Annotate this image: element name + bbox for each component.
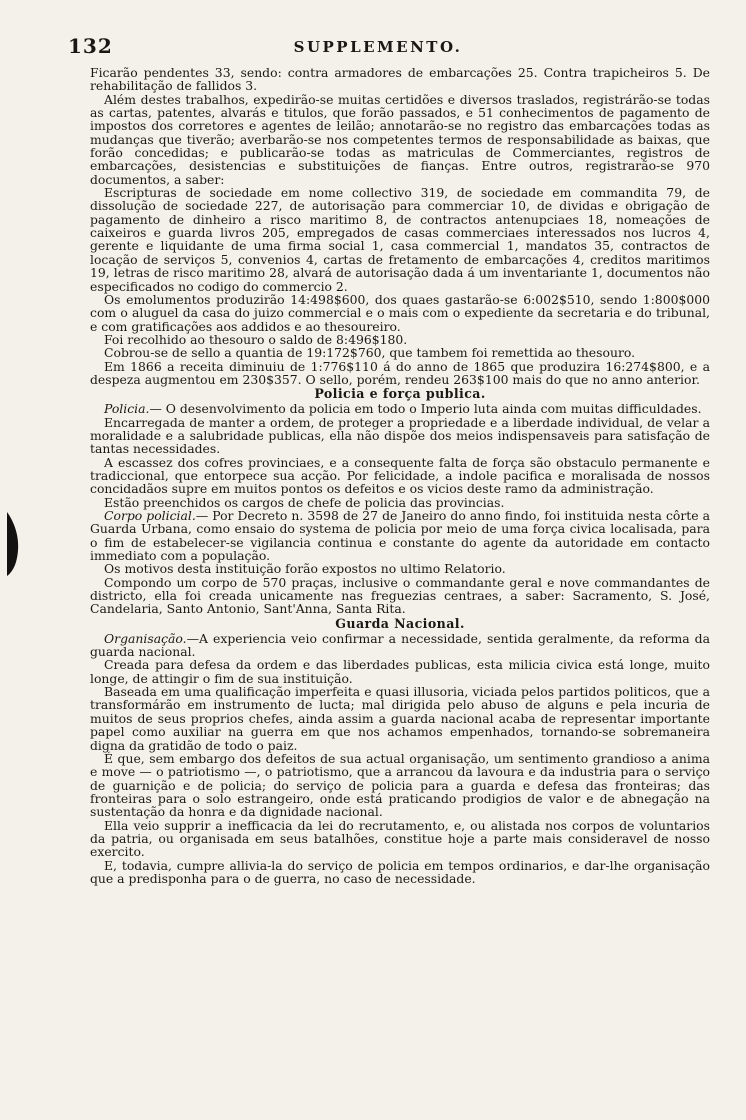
paragraph-text: Foi recolhido ao thesouro o saldo de 8:496$180.: [104, 331, 408, 347]
paragraph: [90, 402, 710, 415]
paragraph: [90, 66, 710, 93]
paragraph-text: Em 1866 a receita diminuiu de 1:776$110 á do anno de 1865 que produzira 16:274$800, e a despeza augmentou em 230$357. O sello, porém, rendeu 263$100 mais do que no anno anterior.: [90, 358, 710, 387]
paragraph: [90, 859, 710, 886]
paragraph: [90, 416, 710, 456]
paragraph-text: — Por Decreto n. 3598 de 27 de Janeiro do anno findo, foi instituida nesta côrte a Guarda Urbana, como ensaio do systema de policia por meio de uma força civica localisada, para o fim de estabelecer-se vigilancia continua e constante do agente da autoridade em contacto immediato com a população.: [90, 508, 710, 564]
paragraph-text: Escripturas de sociedade em nome collectivo 319, de sociedade em commandita 79, de dissolução de sociedade 227, de autorisação para commerciar 10, de dividas e obrigação de pagamento de dinheiro a risco maritimo 8, de contractos antenupciaes 18, nomeações de caixeiros e guarda livros 205, empregados de casas commerciaes interessados nos lucros 4, gerente e liquidante de uma firma social 1, casa commercial 1, mandatos 35, contractos de locação de serviços 5, convenios 4, cartas de fretamento de embarcações 4, creditos maritimos 19, letras de risco maritimo 28, alvará de autorisação dada á um inventariante 1, documentos não especificados no codigo do commercio 2.: [90, 185, 710, 294]
binding-mark: [4, 512, 24, 576]
paragraph-text: Creada para defesa da ordem e das liberdades publicas, esta milicia civica está longe, muito longe, de attingir o fim de sua instituição.: [90, 657, 710, 686]
paragraph-text: A escassez dos cofres provinciaes, e a consequente falta de força são obstaculo permanente e tradiccional, que entorpece sua acção. Por felicidade, a indole pacifica e moralisada de nossos concidadãos supre em muitos pontos os defeitos e os vicios deste ramo da administração.: [90, 454, 710, 497]
paragraph: [90, 496, 710, 509]
paragraph-text: Estão preenchidos os cargos de chefe de policia das provincias.: [104, 494, 505, 510]
paragraph: [90, 293, 710, 333]
paragraph: [90, 819, 710, 859]
paragraph-text: Além destes trabalhos, expedirão-se muitas certidões e diversos traslados, registrárão-se todas as cartas, patentes, alvarás e titulos, que forão passados, e 51 conhecimentos de pagamento de impostos dos corretores e agentes de leilão; annotarão-se no registro das embarcações todas as mudanças que tiverão; averbarão-se nos competentes termos de responsabilidade as baixas, que forão concedidas; e publicarão-se todas as matriculas de Commerciantes, registros de embarcações, desistencias e substituições de fianças. Entre outros, registrarão-se 970 documentos, a saber:: [90, 91, 710, 187]
paragraph-text: Cobrou-se de sello a quantia de 19:172$760, que tambem foi remettida ao thesouro.: [104, 345, 636, 361]
run-in-heading: Policia.: [104, 401, 150, 417]
paragraph-text: Compondo um corpo de 570 praças, inclusive o commandante geral e nove commandantes de districto, ella foi creada unicamente nas freguezias centraes, a saber: Sacramento, S. José, Candelaria, Santo Antonio, Sant'Anna, Santa Rita.: [90, 574, 710, 617]
paragraph: [90, 576, 710, 616]
paragraph: [90, 360, 710, 387]
paragraph: [90, 346, 710, 359]
paragraph-text: Baseada em uma qualificação imperfeita e quasi illusoria, viciada pelos partidos politicos, que a transformárão em instrumento de lucta; mal dirigida pelo abuso de alguns e pela incuria de muitos de seus proprios chefes, ainda assim a guarda nacional acaba de representar importante papel como auxiliar na guerra em que nos achamos empenhados, tornando-se sobremaneira digna da gratidão de todo o paiz.: [90, 684, 710, 753]
document-body: [90, 66, 710, 885]
section-heading: Guarda Nacional.: [335, 615, 465, 631]
page-number: 132: [68, 34, 113, 58]
paragraph-text: Encarregada de manter a ordem, de proteger a propriedade e a liberdade individual, de velar a moralidade e a salubridade publicas, ella não dispõe dos meios indispensaveis para satisfação de tantas necessidades.: [90, 414, 710, 457]
running-title: SUPPLEMENTO.: [293, 38, 463, 56]
paragraph-text: — O desenvolvimento da policia em todo o Imperio luta ainda com muitas difficuldades.: [149, 401, 702, 417]
paragraph: [90, 658, 710, 685]
paragraph-text: Os emolumentos produzirão 14:498$600, dos quaes gastarão-se 6:002$510, sendo 1:800$000 com o aluguel da casa do juizo commercial e o mais com o expediente da secretaria e do tribunal, e com gratificações aos addidos e ao thesoureiro.: [90, 291, 710, 334]
paragraph-text: É que, sem embargo dos defeitos de sua actual organisação, um sentimento grandioso a anima e move — o patriotismo —, o patriotismo, que a arrancou da lavoura e da industria para o serviço de guarnição e de policia; do serviço de policia para a guarda e defesa das fronteiras; das fronteiras para o solo estrangeiro, onde está praticando prodigios de valor e de abnegação na sustentação da honra e da dignidade nacional.: [90, 750, 710, 820]
paragraph: [90, 685, 710, 752]
paragraph-text: Os motivos desta instituição forão expostos no ultimo Relatorio.: [104, 561, 506, 577]
paragraph: [90, 186, 710, 293]
paragraph: [90, 333, 710, 346]
paragraph-text: E, todavia, cumpre allivia-la do serviço de policia em tempos ordinarios, e dar-lhe organisação que a predisponha para o de guerra, no caso de necessidade.: [90, 857, 710, 886]
paragraph-text: Ficarão pendentes 33, sendo: contra armadores de embarcações 25. Contra trapicheiros 5. De rehabilitação de fallidos 3.: [90, 65, 710, 94]
paragraph: [90, 562, 710, 575]
paragraph: [90, 93, 710, 186]
run-in-heading: Corpo policial.: [104, 508, 196, 523]
section-heading: Policia e força publica.: [314, 386, 486, 402]
page-header: [68, 34, 688, 60]
paragraph: [90, 509, 710, 562]
paragraph-text: Ella veio supprir a inefficacia da lei do recrutamento, e, ou alistada nos corpos de voluntarios da patria, ou organisada em seus batalhões, constitue hoje a parte mais consideravel de nosso exercito.: [90, 817, 710, 860]
paragraph-text: —A experiencia veio confirmar a necessidade, sentida geralmente, da reforma da guarda nacional.: [90, 630, 710, 660]
paragraph: [90, 752, 710, 819]
run-in-heading: Organisação.: [104, 630, 187, 646]
paragraph: [90, 456, 710, 496]
paragraph: [90, 632, 710, 659]
